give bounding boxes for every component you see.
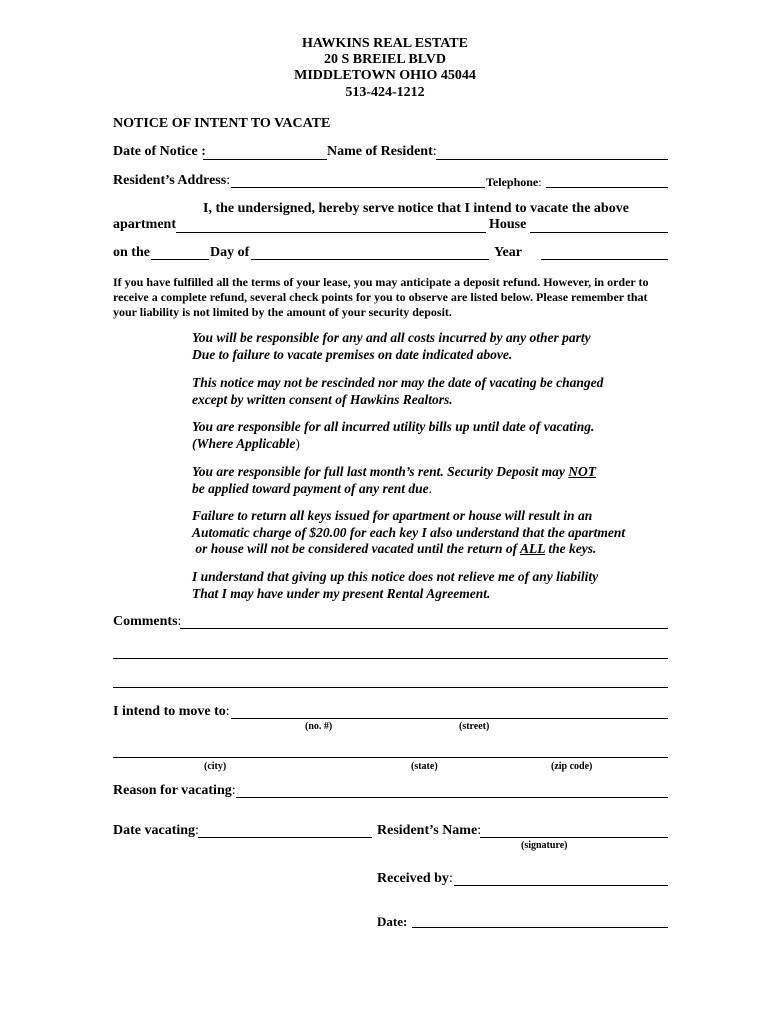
term-3: You are responsible for all incurred utility bills up until date of vacating. (Where Applicable)	[192, 419, 595, 451]
company-city: MIDDLETOWN OHIO 45044	[294, 68, 476, 83]
name-of-resident-label: Name of Resident:	[327, 144, 437, 159]
residents-address-label: Resident’s Address:	[113, 173, 231, 188]
move-to-label: I intend to move to:	[113, 704, 230, 719]
comments-field-3[interactable]	[113, 687, 668, 688]
company-name: HAWKINS REAL ESTATE	[302, 36, 468, 51]
received-by-label: Received by:	[377, 871, 453, 886]
telephone-label: Telephone:	[486, 175, 542, 189]
street-caption: (street)	[459, 721, 490, 732]
date-vacating-field[interactable]	[198, 837, 372, 838]
date-field[interactable]	[412, 927, 668, 928]
day-of-label: Day of	[210, 245, 250, 260]
day-field[interactable]	[151, 259, 209, 260]
on-the-label: on the	[113, 245, 150, 260]
date-vacating-label: Date vacating:	[113, 823, 199, 838]
reason-field[interactable]	[236, 797, 668, 798]
company-street: 20 S BREIEL BLVD	[323, 52, 447, 67]
form-title: NOTICE OF INTENT TO VACATE	[113, 116, 331, 131]
move-to-city-field[interactable]	[113, 757, 668, 758]
apartment-label: apartment	[113, 217, 176, 232]
term-5: Failure to return all keys issued for apartment or house will result in an Automatic charge of $20.00 for each key I also understand that the apartment or house will not be considered vacated until the return of ALL the keys.	[192, 508, 626, 556]
month-field[interactable]	[251, 259, 489, 260]
comments-field-1[interactable]	[180, 628, 668, 629]
term-4: You are responsible for full last month’s rent. Security Deposit may NOT be applied toward payment of any rent due.	[192, 464, 597, 496]
residents-address-field[interactable]	[231, 187, 485, 188]
residents-name-label: Resident’s Name:	[377, 823, 482, 838]
state-caption: (state)	[411, 761, 438, 772]
date-label: Date:	[377, 914, 408, 929]
date-of-notice-field[interactable]	[203, 159, 327, 160]
telephone-field[interactable]	[546, 187, 668, 188]
refund-paragraph: If you have fulfilled all the terms of your lease, you may anticipate a deposit refund. However, in order to receive a complete refund, several check points for you to observe are listed below. Please remember that your liability is not limited by the amount of your security deposit.	[113, 275, 649, 319]
reason-label: Reason for vacating:	[113, 783, 236, 798]
term-1: You will be responsible for any and all costs incurred by any other party Due to failure to vacate premises on date indicated above.	[192, 330, 591, 362]
zip-caption: (zip code)	[551, 761, 593, 772]
name-of-resident-field[interactable]	[436, 159, 668, 160]
received-by-field[interactable]	[454, 885, 668, 886]
comments-field-2[interactable]	[113, 658, 668, 659]
comments-label: Comments:	[113, 614, 182, 629]
year-label: Year	[494, 245, 522, 260]
house-field[interactable]	[530, 232, 668, 233]
intent-statement: I, the undersigned, hereby serve notice that I intend to vacate the above	[203, 201, 629, 216]
residents-name-field[interactable]	[480, 837, 668, 838]
no-caption: (no. #)	[305, 721, 333, 732]
house-label: House	[489, 217, 527, 232]
apartment-field[interactable]	[176, 232, 486, 233]
term-2: This notice may not be rescinded nor may the date of vacating be changed except by written consent of Hawkins Realtors.	[192, 375, 604, 407]
city-caption: (city)	[204, 761, 227, 772]
move-to-street-field[interactable]	[231, 718, 668, 719]
year-field[interactable]	[541, 259, 668, 260]
term-6: I understand that giving up this notice does not relieve me of any liability That I may have under my present Rental Agreement.	[192, 569, 599, 601]
signature-caption: (signature)	[521, 840, 568, 851]
company-phone: 513-424-1212	[345, 85, 425, 100]
date-of-notice-label: Date of Notice :	[113, 144, 206, 159]
